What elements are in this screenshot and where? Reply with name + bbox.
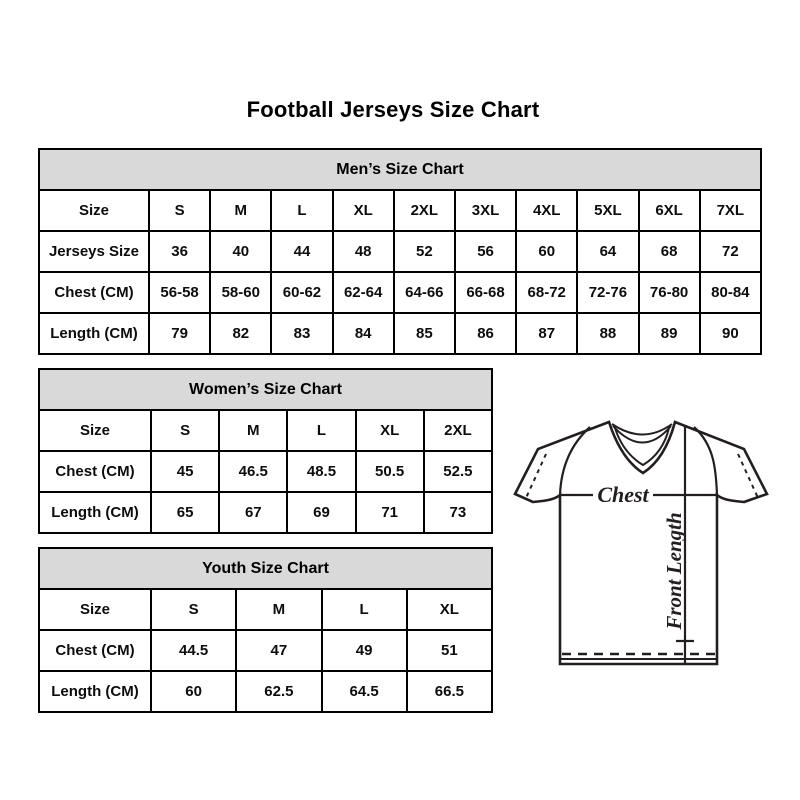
table-cell: 50.5 <box>356 451 424 492</box>
table-row <box>39 231 761 272</box>
row-label: Length (CM) <box>39 492 151 533</box>
table-row <box>39 589 492 630</box>
table-cell: 46.5 <box>219 451 287 492</box>
table-cell: 51 <box>407 630 492 671</box>
row-label: Chest (CM) <box>39 451 151 492</box>
table-cell: 6XL <box>639 190 700 231</box>
table-cell: 56-58 <box>149 272 210 313</box>
table-cell: 64 <box>577 231 638 272</box>
right-cuff-dashed-line <box>738 454 758 498</box>
table-cell: 68-72 <box>516 272 577 313</box>
table-row <box>39 313 761 354</box>
table-cell: 52.5 <box>424 451 492 492</box>
table-cell: 60 <box>516 231 577 272</box>
table-cell: XL <box>407 589 492 630</box>
table-cell: 4XL <box>516 190 577 231</box>
table-cell: 76-80 <box>639 272 700 313</box>
table-title: Youth Size Chart <box>39 548 492 589</box>
table-cell: 67 <box>219 492 287 533</box>
table-title: Men’s Size Chart <box>39 149 761 190</box>
table-cell: 68 <box>639 231 700 272</box>
table-cell: 48 <box>333 231 394 272</box>
table-cell: 83 <box>271 313 332 354</box>
left-armhole-seam <box>560 427 590 495</box>
table-cell: 85 <box>394 313 455 354</box>
table-cell: 62-64 <box>333 272 394 313</box>
row-label: Size <box>39 410 151 451</box>
chest-label: Chest <box>597 482 649 507</box>
page-title: Football Jerseys Size Chart <box>246 97 540 122</box>
table-row <box>39 492 492 533</box>
table-cell: L <box>287 410 355 451</box>
table-cell: 45 <box>151 451 219 492</box>
table-cell: 80-84 <box>700 272 761 313</box>
row-label: Jerseys Size <box>39 231 149 272</box>
row-label: Length (CM) <box>39 313 149 354</box>
table-cell: 69 <box>287 492 355 533</box>
table-cell: M <box>219 410 287 451</box>
table-cell: 66-68 <box>455 272 516 313</box>
table-cell: 87 <box>516 313 577 354</box>
table-cell: 48.5 <box>287 451 355 492</box>
jersey-outline <box>515 422 767 664</box>
table-cell: 49 <box>322 630 407 671</box>
table-cell: 44 <box>271 231 332 272</box>
left-cuff-dashed-line <box>526 454 546 498</box>
table-cell: M <box>210 190 271 231</box>
table-cell: 3XL <box>455 190 516 231</box>
table-cell: L <box>322 589 407 630</box>
table-cell: 2XL <box>424 410 492 451</box>
table-cell: 73 <box>424 492 492 533</box>
womens-size-table <box>38 368 493 534</box>
table-cell: S <box>149 190 210 231</box>
row-label: Length (CM) <box>39 671 151 712</box>
table-cell: 64.5 <box>322 671 407 712</box>
table-cell: 90 <box>700 313 761 354</box>
table-cell: XL <box>356 410 424 451</box>
table-cell: M <box>236 589 321 630</box>
table-cell: 64-66 <box>394 272 455 313</box>
table-cell: 65 <box>151 492 219 533</box>
table-row <box>39 190 761 231</box>
table-cell: 52 <box>394 231 455 272</box>
front-length-label: Front Length <box>662 512 686 630</box>
mens-size-table <box>38 148 762 355</box>
table-cell: L <box>271 190 332 231</box>
table-row <box>39 671 492 712</box>
table-cell: 71 <box>356 492 424 533</box>
row-label: Size <box>39 589 151 630</box>
table-cell: 5XL <box>577 190 638 231</box>
table-cell: 84 <box>333 313 394 354</box>
table-cell: 58-60 <box>210 272 271 313</box>
table-cell: 66.5 <box>407 671 492 712</box>
table-cell: 60-62 <box>271 272 332 313</box>
table-cell: 86 <box>455 313 516 354</box>
table-cell: 89 <box>639 313 700 354</box>
row-label: Chest (CM) <box>39 272 149 313</box>
table-row <box>39 272 761 313</box>
table-cell: 7XL <box>700 190 761 231</box>
table-cell: 36 <box>149 231 210 272</box>
jersey-measurement-diagram <box>506 393 778 678</box>
table-cell: 72 <box>700 231 761 272</box>
table-cell: 2XL <box>394 190 455 231</box>
table-cell: 44.5 <box>151 630 236 671</box>
row-label: Size <box>39 190 149 231</box>
row-label: Chest (CM) <box>39 630 151 671</box>
table-cell: 88 <box>577 313 638 354</box>
table-cell: S <box>151 410 219 451</box>
table-row <box>39 630 492 671</box>
table-cell: 60 <box>151 671 236 712</box>
table-cell: S <box>151 589 236 630</box>
youth-size-table <box>38 547 493 713</box>
table-cell: 47 <box>236 630 321 671</box>
table-cell: XL <box>333 190 394 231</box>
table-cell: 56 <box>455 231 516 272</box>
table-cell: 62.5 <box>236 671 321 712</box>
table-cell: 72-76 <box>577 272 638 313</box>
table-cell: 79 <box>149 313 210 354</box>
table-cell: 40 <box>210 231 271 272</box>
table-row <box>39 410 492 451</box>
table-cell: 82 <box>210 313 271 354</box>
table-row <box>39 451 492 492</box>
table-title: Women’s Size Chart <box>39 369 492 410</box>
